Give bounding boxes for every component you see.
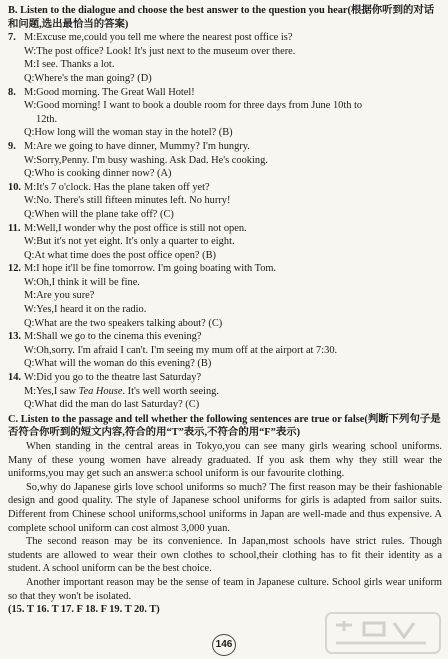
dialogue-text: Q:What will the woman do this evening? (B): [24, 358, 212, 370]
dialogue-line: [8, 303, 442, 317]
dialogue-text: Q:Who is cooking dinner now? (A): [24, 168, 172, 180]
dialogue-line: [8, 276, 442, 290]
dialogue-line: [8, 289, 442, 303]
dialogue-line: [8, 371, 442, 385]
section-c-heading: C. Listen to the passage and tell whether the following sentences are true or false(判断下列句子是否符合你听到的短文内容,符合的用“T”表示,不符合的用“F”表示): [8, 413, 441, 439]
dialogue-text: W:Good morning! I want to book a double room for three days from June 10th to: [24, 100, 363, 112]
dialogue-line: [8, 58, 442, 72]
dialogue-text: W:Sorry,Penny. I'm busy washing. Ask Dad. He's cooking.: [24, 154, 268, 166]
dialogue-line: [8, 317, 442, 331]
question-number: 14.: [8, 372, 21, 384]
dialogue-text: Q:Where's the man going? (D): [24, 72, 152, 84]
dialogue-line: [8, 194, 442, 208]
dialogue-text: M:Are we going to have dinner, Mummy? I'm hungry.: [24, 140, 250, 152]
dialogue-text: M:Yes,I saw Tea House. It's well worth seeing.: [24, 385, 219, 397]
dialogue-line: [8, 113, 442, 127]
question-number: 11.: [8, 222, 21, 234]
dialogue-line: [8, 140, 442, 154]
passage-paragraph: So,why do Japanese girls love school uniforms so much? The first reason may be their fashionable design and good quality. The style of Japanese school uniforms for girls is adapted from sailor suits. Different from Chinese school uniforms,school uniforms in Japan are well-made and thus expensive. A complete school uniform can cost almost 3,000 yuan.: [8, 481, 442, 534]
passage-paragraph: The second reason may be its convenience. In Japan,most schools have strict rules. Though students are allowed to wear their own clothes to school,their clothing has to fit their identity as a student. A school uniform can be the best choice.: [8, 536, 442, 575]
dialogue-text: M:Good morning. The Great Wall Hotel!: [24, 86, 195, 98]
dialogue-line: [8, 344, 442, 358]
dialogue-text: Q:How long will the woman stay in the hotel? (B): [24, 127, 233, 139]
section-c-answers: (15. T 16. T 17. F 18. F 19. T 20. T): [8, 604, 160, 616]
dialogue-text: M:Are you sure?: [24, 290, 95, 302]
dialogue-line: [8, 262, 442, 276]
question-number: 10.: [8, 181, 21, 193]
page-content: [8, 4, 442, 617]
dialogue-line: [8, 385, 442, 399]
section-c-passage: [8, 440, 442, 603]
dialogue-text: W:Oh,sorry. I'm afraid I can't. I'm seeing my mum off at the airport at 7:30.: [24, 344, 338, 356]
section-b-items: [8, 31, 442, 412]
dialogue-line: [8, 126, 442, 140]
dialogue-text: W:Oh,I think it will be fine.: [24, 276, 140, 288]
dialogue-line: [8, 249, 442, 263]
page-number: 146: [212, 634, 236, 656]
dialogue-line: [8, 181, 442, 195]
question-number: 8.: [8, 86, 16, 98]
passage-paragraph: Another important reason may be the sense of team in Japanese culture. School girls wear uniform so that they won't be isolated.: [8, 576, 442, 602]
dialogue-text: W:The post office? Look! It's just next to the museum over there.: [24, 45, 296, 57]
dialogue-line: [8, 45, 442, 59]
dialogue-line: [8, 86, 442, 100]
dialogue-line: [8, 167, 442, 181]
question-number: 13.: [8, 331, 21, 343]
question-number: 7.: [8, 32, 16, 44]
dialogue-text: Q:At what time does the post office open? (B): [24, 249, 216, 261]
dialogue-text: M:I hope it'll be fine tomorrow. I'm going boating with Tom.: [24, 263, 277, 275]
dialogue-text: W:Yes,I heard it on the radio.: [24, 304, 147, 316]
dialogue-text: W:No. There's still fifteen minutes left. No hurry!: [24, 195, 231, 207]
dialogue-line: [8, 330, 442, 344]
dialogue-text: Q:When will the plane take off? (C): [24, 208, 174, 220]
question-number: 9.: [8, 140, 16, 152]
section-b-heading: B. Listen to the dialogue and choose the best answer to the question you hear(根据你听到的对话和问题,选出最恰当的答案): [8, 5, 435, 30]
dialogue-text: M:Shall we go to the cinema this evening?: [24, 331, 202, 343]
dialogue-line: [8, 208, 442, 222]
passage-paragraph: When standing in the central areas in Tokyo,you can see many girls wearing school uniforms. Many of these young women have already graduated. If you ask them why they still wear the uniforms,you may get such an answer:a school uniform is our favourite clothing.: [8, 441, 442, 480]
dialogue-line: [8, 99, 442, 113]
question-number: 12.: [8, 263, 21, 275]
dialogue-text: M:Excuse me,could you tell me where the nearest post office is?: [24, 32, 293, 44]
watermark-logo: [324, 611, 442, 655]
dialogue-text: 12th.: [36, 113, 58, 125]
dialogue-line: [8, 235, 442, 249]
dialogue-text: W:Did you go to the theatre last Saturday?: [24, 372, 202, 384]
dialogue-line: [8, 357, 442, 371]
dialogue-text: Q:What did the man do last Saturday? (C): [24, 399, 200, 411]
dialogue-text: M:I see. Thanks a lot.: [24, 59, 115, 71]
dialogue-line: [8, 398, 442, 412]
dialogue-text: M:Well,I wonder why the post office is still not open.: [24, 222, 247, 234]
dialogue-line: [8, 154, 442, 168]
dialogue-line: [8, 72, 442, 86]
dialogue-text: W:But it's not yet eight. It's only a quarter to eight.: [24, 236, 235, 248]
dialogue-line: [8, 31, 442, 45]
dialogue-text: M:It's 7 o'clock. Has the plane taken off yet?: [24, 181, 210, 193]
dialogue-text: Q:What are the two speakers talking about? (C): [24, 317, 223, 329]
dialogue-line: [8, 222, 442, 236]
